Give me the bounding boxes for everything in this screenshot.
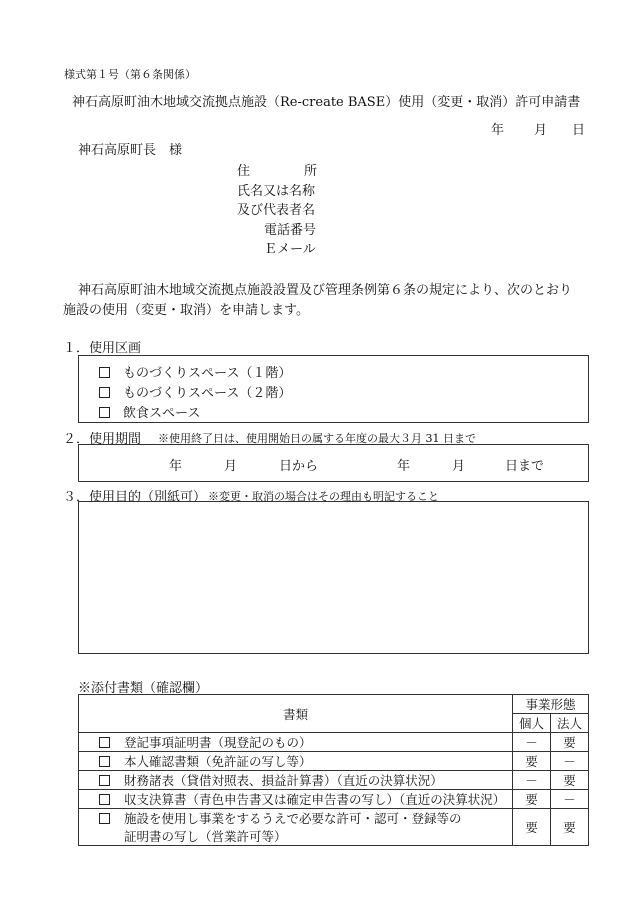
to-month-label: 月: [452, 459, 466, 474]
attachments-heading: ※添付書類（確認欄）: [78, 681, 209, 696]
intro-line-2: 施設の使用（変更・取消）を申請します。: [63, 303, 309, 318]
from-month-label: 月: [224, 459, 238, 474]
section2-note: ※使用終了日は、使用開始日の属する年度の最大３月 31 日まで: [158, 432, 476, 445]
checkbox[interactable]: [99, 794, 110, 805]
date-month-label: 月: [534, 123, 548, 138]
table-row: [79, 790, 589, 809]
email-label: Ｅメール: [264, 242, 316, 257]
checkbox[interactable]: [99, 775, 110, 786]
checkbox[interactable]: [99, 367, 110, 378]
col-individual-header: 個人: [513, 714, 551, 733]
to-year-label: 年: [397, 459, 411, 474]
addressee: 神石高原町長 様: [78, 143, 183, 158]
corporate-cell: －: [551, 790, 589, 809]
doc-name-line-2: 証明書の写し（営業許可等）: [124, 829, 287, 844]
corporate-cell: 要: [551, 771, 589, 790]
section3-heading: ３．使用目的（別紙可）: [63, 490, 207, 505]
from-year-label: 年: [169, 459, 183, 474]
col-corporate-header: 法人: [551, 714, 589, 733]
attachments-table: [78, 694, 589, 846]
purpose-textarea[interactable]: [78, 501, 589, 654]
individual-cell: －: [513, 771, 551, 790]
section1-option[interactable]: ものづくりスペース（２階）: [99, 382, 291, 401]
individual-cell: 要: [513, 790, 551, 809]
address-label-b: 所: [304, 164, 318, 179]
address-label-a: 住: [237, 164, 251, 179]
table-row: [79, 752, 589, 771]
doc-name: 登記事項証明書（現登記のもの）: [124, 735, 312, 750]
section2-heading: ２．使用期間: [63, 432, 142, 447]
col-business-header: 事業形態: [513, 695, 589, 714]
section1-option[interactable]: ものづくりスペース（１階）: [99, 362, 291, 381]
from-day-label: 日から: [279, 459, 319, 474]
corporate-cell: －: [551, 752, 589, 771]
intro-line-1: 神石高原町油木地域交流拠点施設設置及び管理条例第６条の規定により、次のとおり: [78, 283, 573, 298]
table-row: [79, 809, 589, 846]
individual-cell: 要: [513, 752, 551, 771]
doc-name: 収支決算書（青色申告書又は確定申告書の写し）（直近の決算状況）: [124, 792, 506, 807]
date-year-label: 年: [491, 123, 505, 138]
doc-name: 財務諸表（貸借対照表、損益計算書）（直近の決算状況）: [124, 773, 443, 788]
representative-label: 及び代表者名: [237, 203, 316, 218]
checkbox[interactable]: [99, 737, 110, 748]
document-title: 神石高原町油木地域交流拠点施設（Re-create BASE）使用（変更・取消）許可申請書: [72, 95, 581, 110]
checkbox[interactable]: [99, 407, 110, 418]
phone-label: 電話番号: [264, 223, 317, 238]
individual-cell: 要: [513, 809, 551, 846]
doc-name-line-1: 施設を使用し事業をするうえで必要な許可・認可・登録等の: [124, 811, 462, 826]
individual-cell: －: [513, 733, 551, 752]
checkbox[interactable]: [99, 756, 110, 767]
checkbox[interactable]: [99, 387, 110, 398]
col-docs-header: 書類: [79, 695, 513, 733]
corporate-cell: 要: [551, 809, 589, 846]
form-number: 様式第１号（第６条関係）: [64, 68, 196, 81]
table-row: [79, 733, 589, 752]
corporate-cell: 要: [551, 733, 589, 752]
to-day-label: 日まで: [505, 459, 545, 474]
table-row: [79, 771, 589, 790]
checkbox[interactable]: [99, 813, 110, 824]
section3-note: ※変更・取消の場合はその理由も明記すること: [208, 490, 439, 503]
section1-heading: １．使用区画: [63, 341, 142, 356]
date-day-label: 日: [572, 123, 586, 138]
section1-option[interactable]: 飲食スペース: [99, 402, 200, 421]
name-label: 氏名又は名称: [237, 184, 316, 199]
doc-name: 本人確認書類（免許証の写し等）: [124, 754, 312, 769]
